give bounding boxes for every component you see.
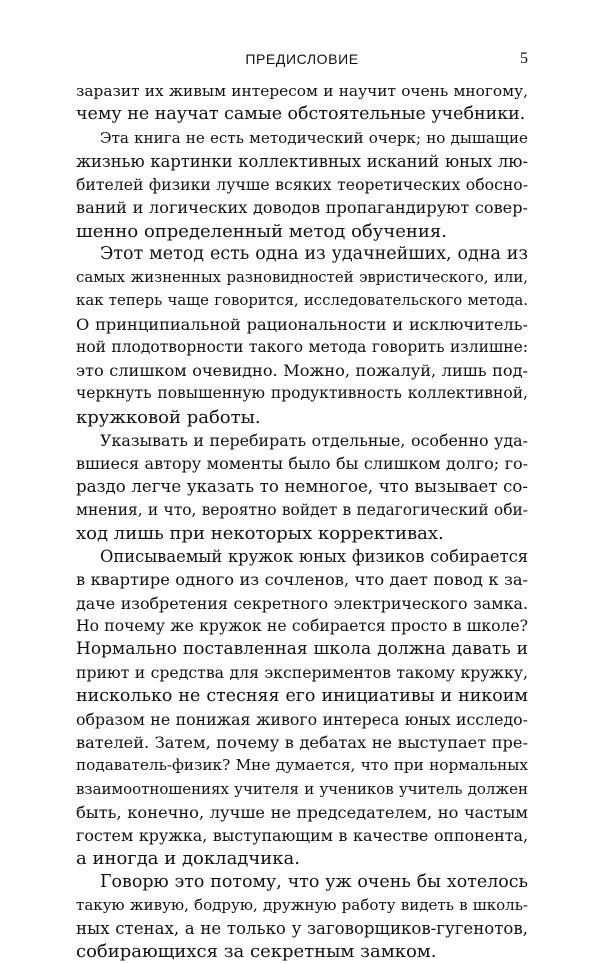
paragraph [76, 429, 528, 545]
text-line: образом не понижая живого интереса юных исследо- [76, 709, 528, 729]
text-line: такую живую, бодрую, дружную работу видеть в школь- [76, 895, 528, 914]
text-line: ной плодотворности такого метода говорить излишне: [76, 337, 528, 356]
text-line: нисколько не стесняя его инициативы и никоим [76, 685, 528, 706]
text-line: вателей. Затем, почему в дебатах не выступает пре- [76, 733, 528, 752]
text-line: а иногда и докладчика. [76, 848, 300, 870]
paragraph [76, 871, 528, 964]
paragraph [76, 545, 528, 871]
paragraph [76, 243, 528, 429]
text-line: кружковой работы. [76, 406, 261, 428]
text-line: ваний и логических доводов пропагандируют совер- [76, 198, 528, 218]
running-title: ПРЕДИСЛОВИЕ [245, 51, 359, 67]
text-line: Говорю это потому, что уж очень бы хотелось [100, 871, 528, 892]
running-header [76, 48, 528, 70]
text-line: О принципиальной рациональности и исключитель- [76, 314, 528, 334]
text-line: быть, конечно, лучше не председателем, но частым [76, 802, 528, 822]
paragraph [76, 80, 528, 127]
text-body [76, 80, 528, 964]
text-line: раздо легче указать то немногое, что вызывает со- [76, 477, 528, 497]
text-line: взаимоотношениях учителя и учеников учитель должен [76, 779, 528, 798]
text-line: это слишком очевидно. Можно, пожалуй, лишь под- [76, 361, 528, 380]
text-line: Указывать и перебирать отдельные, особенно уда- [100, 430, 528, 450]
text-line: чему не научат самые обстоятельные учебники. [76, 104, 526, 125]
text-line: в квартире одного из сочленов, что дает повод к за- [76, 570, 528, 590]
text-line: Но почему же кружок не собирается просто в школе? [76, 616, 528, 635]
text-line: черкнуть повышенную продуктивность коллективной, [76, 384, 528, 403]
text-line: приют и средства для экспериментов такому кружку, [76, 663, 528, 683]
text-line: как теперь чаще говорится, исследовательского метода. [76, 291, 528, 310]
text-line: ход лишь при некоторых коррективах. [76, 522, 444, 544]
page-number: 5 [520, 50, 528, 67]
text-line: шенно определенный метод обучения. [76, 220, 447, 242]
text-line: Эта книга не есть методический очерк; но дышащие [100, 128, 528, 147]
text-line: вшиеся автору моменты было бы слишком долго; го- [76, 454, 528, 473]
text-line: самых жизненных разновидностей эвристического, или, [76, 268, 528, 286]
text-line: даче изобретения секретного электрического замка. [76, 593, 528, 613]
text-line: бителей физики лучше всяких теоретических обосно- [76, 175, 528, 194]
text-line: Описываемый кружок юных физиков собирается [100, 547, 528, 566]
text-line: подаватель-физик? Мне думается, что при нормальных [76, 756, 528, 775]
text-line: гостем кружка, выступающим в качестве оппонента, [76, 826, 528, 845]
text-line: собирающихся за секретным замком. [76, 941, 437, 963]
paragraph [76, 127, 528, 243]
text-line: ных стенах, а не только у заговорщиков-гугенотов, [76, 919, 528, 938]
text-line: жизнью картинки коллективных исканий юных лю- [76, 151, 528, 171]
text-line: заразит их живым интересом и научит очень многому, [76, 82, 528, 100]
text-line: Нормально поставленная школа должна давать и [76, 639, 528, 659]
text-line: мнения, и что, вероятно войдет в педагогический оби- [76, 500, 528, 519]
text-line: Этот метод есть одна из удачнейших, одна из [100, 243, 528, 264]
